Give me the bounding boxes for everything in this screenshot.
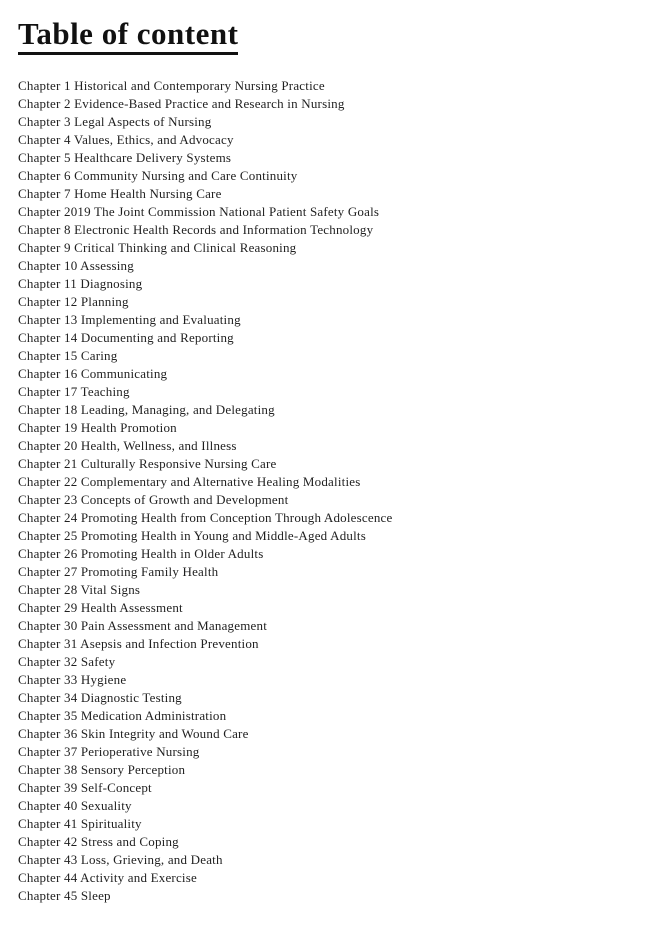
toc-entry: Chapter 35 Medication Administration (18, 708, 227, 724)
toc-entry: Chapter 40 Sexuality (18, 798, 132, 814)
toc-entry: Chapter 9 Critical Thinking and Clinical Reasoning (18, 240, 297, 256)
toc-entry: Chapter 22 Complementary and Alternative Healing Modalities (18, 474, 361, 490)
toc-entry: Chapter 4 Values, Ethics, and Advocacy (18, 132, 234, 148)
toc-entry: Chapter 19 Health Promotion (18, 420, 177, 436)
toc-list (18, 77, 661, 905)
toc-entry: Chapter 15 Caring (18, 348, 118, 364)
toc-entry: Chapter 2 Evidence-Based Practice and Research in Nursing (18, 96, 345, 112)
toc-entry: Chapter 5 Healthcare Delivery Systems (18, 150, 232, 166)
toc-entry: Chapter 13 Implementing and Evaluating (18, 312, 241, 328)
toc-entry: Chapter 7 Home Health Nursing Care (18, 186, 222, 202)
toc-entry: Chapter 10 Assessing (18, 258, 134, 274)
toc-entry: Chapter 24 Promoting Health from Conception Through Adolescence (18, 510, 393, 526)
toc-entry: Chapter 38 Sensory Perception (18, 762, 186, 778)
toc-entry: Chapter 21 Culturally Responsive Nursing Care (18, 456, 277, 472)
toc-entry: Chapter 30 Pain Assessment and Management (18, 618, 268, 634)
toc-entry: Chapter 34 Diagnostic Testing (18, 690, 182, 706)
toc-entry: Chapter 45 Sleep (18, 888, 111, 904)
toc-entry: Chapter 44 Activity and Exercise (18, 870, 197, 886)
toc-entry: Chapter 2019 The Joint Commission National Patient Safety Goals (18, 204, 380, 220)
toc-entry: Chapter 28 Vital Signs (18, 582, 141, 598)
page-title: Table of content (18, 17, 238, 55)
toc-entry: Chapter 20 Health, Wellness, and Illness (18, 438, 237, 454)
toc-entry: Chapter 27 Promoting Family Health (18, 564, 219, 580)
toc-entry: Chapter 12 Planning (18, 294, 129, 310)
toc-entry: Chapter 39 Self-Concept (18, 780, 152, 796)
toc-entry: Chapter 33 Hygiene (18, 672, 127, 688)
toc-entry: Chapter 32 Safety (18, 654, 116, 670)
toc-entry: Chapter 6 Community Nursing and Care Continuity (18, 168, 298, 184)
toc-entry: Chapter 36 Skin Integrity and Wound Care (18, 726, 249, 742)
toc-entry: Chapter 11 Diagnosing (18, 276, 143, 292)
toc-entry: Chapter 42 Stress and Coping (18, 834, 179, 850)
toc-entry: Chapter 31 Asepsis and Infection Prevention (18, 636, 259, 652)
toc-entry: Chapter 16 Communicating (18, 366, 168, 382)
toc-entry: Chapter 25 Promoting Health in Young and Middle-Aged Adults (18, 528, 366, 544)
toc-entry: Chapter 23 Concepts of Growth and Development (18, 492, 289, 508)
toc-entry: Chapter 41 Spirituality (18, 816, 142, 832)
toc-entry: Chapter 29 Health Assessment (18, 600, 183, 616)
toc-entry: Chapter 43 Loss, Grieving, and Death (18, 852, 223, 868)
toc-entry: Chapter 37 Perioperative Nursing (18, 744, 200, 760)
toc-entry: Chapter 8 Electronic Health Records and Information Technology (18, 222, 374, 238)
toc-entry: Chapter 3 Legal Aspects of Nursing (18, 114, 212, 130)
toc-entry: Chapter 18 Leading, Managing, and Delegating (18, 402, 275, 418)
toc-entry: Chapter 17 Teaching (18, 384, 130, 400)
toc-entry: Chapter 1 Historical and Contemporary Nursing Practice (18, 78, 325, 94)
toc-entry: Chapter 26 Promoting Health in Older Adults (18, 546, 264, 562)
toc-entry: Chapter 14 Documenting and Reporting (18, 330, 234, 346)
